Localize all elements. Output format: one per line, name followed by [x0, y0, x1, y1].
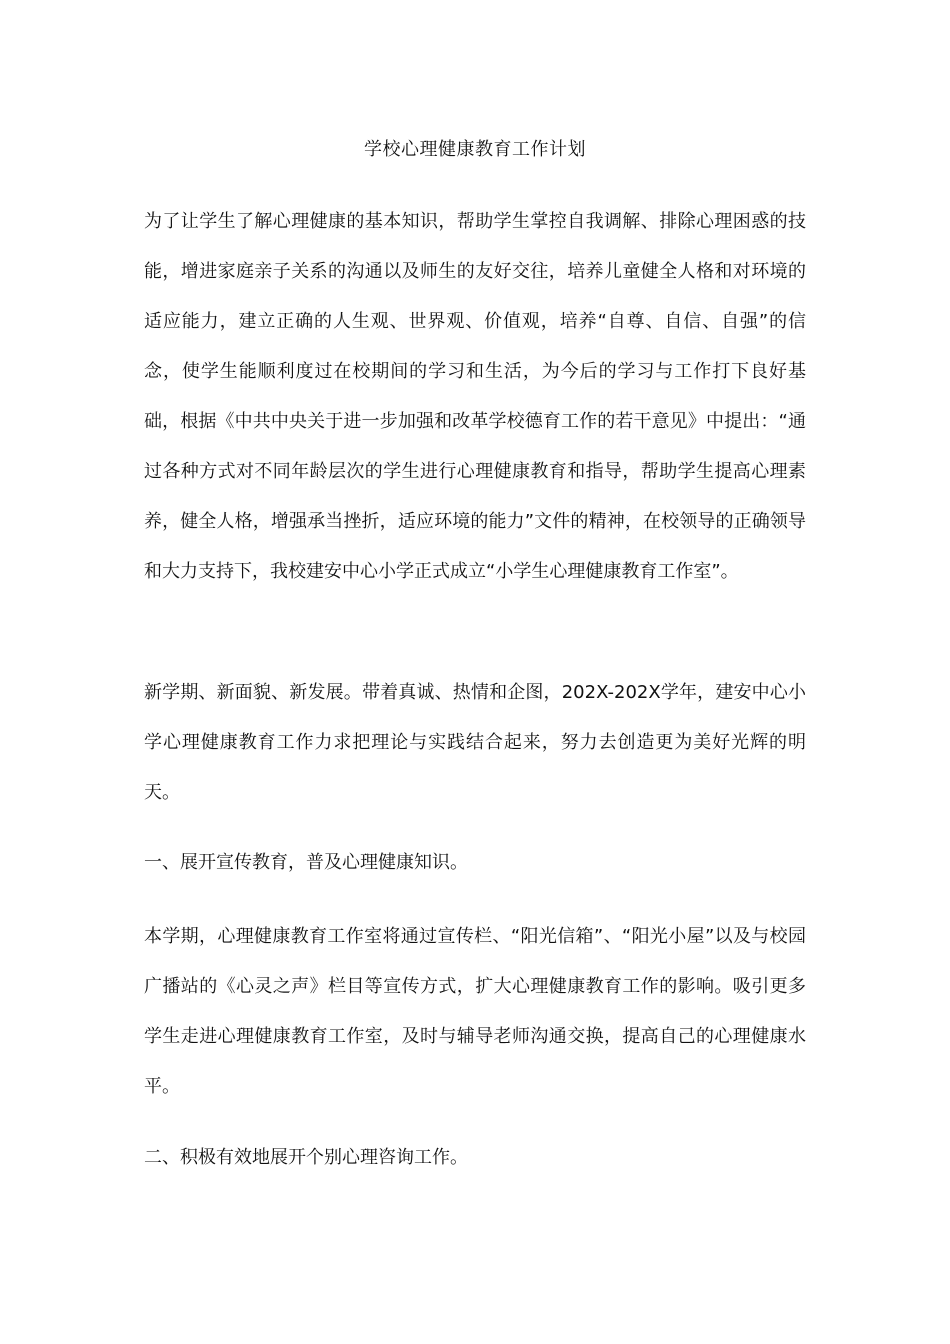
section-heading-2: 二、积极有效地展开个别心理咨询工作。 — [144, 1147, 468, 1168]
intro-paragraph: 为了让学生了解心理健康的基本知识，帮助学生掌控自我调解、排除心理困惑的技能，增进家庭亲子关系的沟通以及师生的友好交往，培养儿童健全人格和对环境的适应能力，建立正确的人生观、世界观、价值观，培养“自尊、自信、自强”的信念，使学生能顺利度过在校期间的学习和生活，为今后的学习与工作打下良好基础，根据《中共中央关于进一步加强和改革学校德育工作的若干意见》中提出：“通过各种方式对不同年龄层次的学生进行心理健康教育和指导，帮助学生提高心理素养，健全人格，增强承当挫折，适应环境的能力”文件的精神，在校领导的正确领导和大力支持下，我校建安中心小学正式成立“小学生心理健康教育工作室”。 — [144, 211, 806, 582]
new-semester-paragraph: 新学期、新面貌、新发展。带着真诚、热情和企图，202X-202X学年，建安中心小学心理健康教育工作力求把理论与实践结合起来，努力去创造更为美好光辉的明天。 — [144, 682, 806, 803]
section-1-paragraph: 本学期，心理健康教育工作室将通过宣传栏、“阳光信箱”、“阳光小屋”以及与校园广播站的《心灵之声》栏目等宣传方式，扩大心理健康教育工作的影响。吸引更多学生走进心理健康教育工作室，及时与辅导老师沟通交换，提高自己的心理健康水平。 — [144, 926, 806, 1097]
section-heading-1: 一、展开宣传教育，普及心理健康知识。 — [144, 852, 468, 873]
document-title: 学校心理健康教育工作计划 — [364, 139, 586, 160]
